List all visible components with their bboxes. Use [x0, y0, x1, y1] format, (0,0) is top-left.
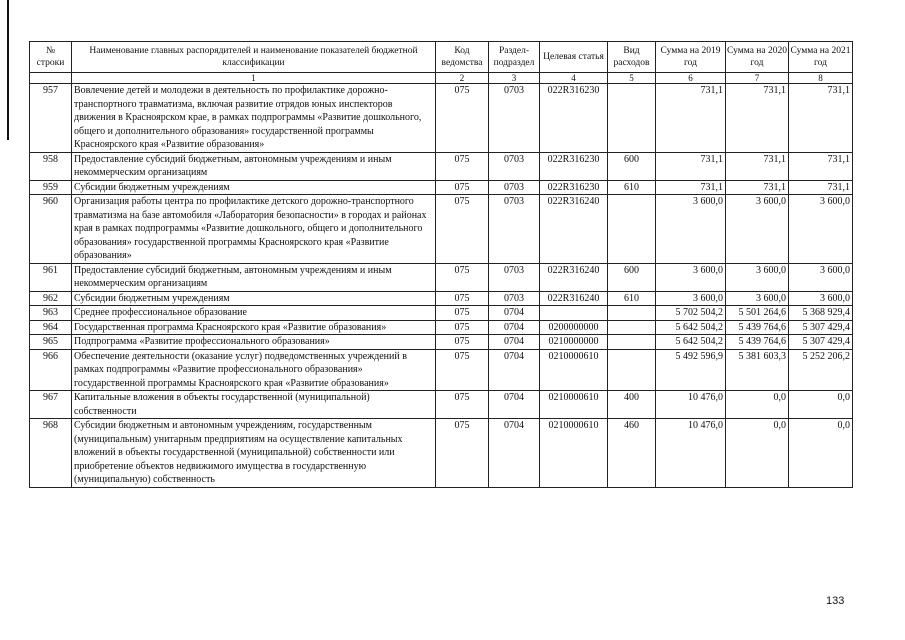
expense-type-cell	[608, 349, 656, 391]
amount-2019-cell: 5 702 504,2	[656, 306, 726, 321]
row-number: 963	[30, 306, 72, 321]
header-row-no: № строки	[30, 42, 72, 73]
row-number: 962	[30, 291, 72, 306]
dept-code-cell: 075	[436, 180, 489, 195]
amount-2019-cell: 10 476,0	[656, 391, 726, 419]
expense-type-cell: 610	[608, 291, 656, 306]
expense-type-cell: 610	[608, 180, 656, 195]
column-number: 6	[656, 73, 726, 84]
amount-2020-cell: 0,0	[726, 391, 789, 419]
row-number: 961	[30, 263, 72, 291]
dept-code-cell: 075	[436, 152, 489, 180]
table-row	[30, 306, 853, 321]
table-row	[30, 391, 853, 419]
column-number: 7	[726, 73, 789, 84]
section-cell: 0703	[489, 180, 540, 195]
amount-2021-cell: 3 600,0	[789, 291, 853, 306]
amount-2020-cell: 3 600,0	[726, 195, 789, 264]
row-number: 958	[30, 152, 72, 180]
amount-2021-cell: 731,1	[789, 180, 853, 195]
dept-code-cell: 075	[436, 419, 489, 488]
table-row	[30, 291, 853, 306]
table-row	[30, 152, 853, 180]
dept-code-cell: 075	[436, 263, 489, 291]
section-cell: 0703	[489, 84, 540, 153]
amount-2021-cell: 3 600,0	[789, 195, 853, 264]
row-number: 960	[30, 195, 72, 264]
amount-2020-cell: 731,1	[726, 180, 789, 195]
binding-line	[7, 0, 9, 140]
dept-code-cell: 075	[436, 349, 489, 391]
expense-type-cell	[608, 335, 656, 350]
row-name: Подпрограмма «Развитие профессионального образования»	[72, 335, 436, 350]
section-cell: 0703	[489, 152, 540, 180]
row-name: Капитальные вложения в объекты государственной (муниципальной) собственности	[72, 391, 436, 419]
amount-2021-cell: 0,0	[789, 391, 853, 419]
header-sum-2019: Сумма на 2019 год	[656, 42, 726, 73]
dept-code-cell: 075	[436, 320, 489, 335]
section-cell: 0704	[489, 419, 540, 488]
amount-2021-cell: 0,0	[789, 419, 853, 488]
target-article-cell: 022R316230	[540, 152, 608, 180]
dept-code-cell: 075	[436, 84, 489, 153]
target-article-cell: 0210000610	[540, 419, 608, 488]
row-number: 957	[30, 84, 72, 153]
amount-2021-cell: 3 600,0	[789, 263, 853, 291]
row-name: Субсидии бюджетным и автономным учреждениям, государственным (муниципальным) унитарным предприятиям на осуществление капитальных вложений в объекты государственной (муниципальной) собственности или приобретение объектов недвижимого имущества в государственную (муниципальную) собственность	[72, 419, 436, 488]
column-number: 3	[489, 73, 540, 84]
dept-code-cell: 075	[436, 335, 489, 350]
amount-2019-cell: 10 476,0	[656, 419, 726, 488]
section-cell: 0703	[489, 263, 540, 291]
table-row	[30, 195, 853, 264]
row-name: Организация работы центра по профилактике детского дорожно-транспортного травматизма на базе автомобиля «Лаборатория безопасности» в городах и районах края в рамках подпрограммы «Развитие дошкольного, общего и дополнительного образования» государственной программы Красноярского края «Развитие образования»	[72, 195, 436, 264]
row-name: Предоставление субсидий бюджетным, автономным учреждениям и иным некоммерческим организациям	[72, 263, 436, 291]
column-number-row	[30, 73, 853, 84]
row-number: 965	[30, 335, 72, 350]
section-cell: 0704	[489, 349, 540, 391]
row-name: Среднее профессиональное образование	[72, 306, 436, 321]
target-article-cell: 0210000610	[540, 391, 608, 419]
column-number	[30, 73, 72, 84]
target-article-cell: 0210000000	[540, 335, 608, 350]
expense-type-cell: 600	[608, 152, 656, 180]
target-article-cell: 022R316240	[540, 195, 608, 264]
expense-type-cell	[608, 320, 656, 335]
table-row	[30, 180, 853, 195]
target-article-cell: 022R316240	[540, 291, 608, 306]
header-name: Наименование главных распорядителей и наименование показателей бюджетной классификации	[72, 42, 436, 73]
table-row	[30, 320, 853, 335]
table-row	[30, 419, 853, 488]
amount-2021-cell: 5 252 206,2	[789, 349, 853, 391]
amount-2021-cell: 5 307 429,4	[789, 335, 853, 350]
amount-2019-cell: 3 600,0	[656, 263, 726, 291]
target-article-cell: 022R316230	[540, 84, 608, 153]
dept-code-cell: 075	[436, 195, 489, 264]
amount-2019-cell: 731,1	[656, 180, 726, 195]
section-cell: 0703	[489, 291, 540, 306]
row-name: Государственная программа Красноярского края «Развитие образования»	[72, 320, 436, 335]
amount-2020-cell: 3 600,0	[726, 291, 789, 306]
amount-2020-cell: 5 501 264,6	[726, 306, 789, 321]
header-row	[30, 42, 853, 73]
expense-type-cell: 400	[608, 391, 656, 419]
column-number: 5	[608, 73, 656, 84]
row-number: 968	[30, 419, 72, 488]
amount-2020-cell: 5 439 764,6	[726, 335, 789, 350]
expense-type-cell	[608, 195, 656, 264]
expense-type-cell	[608, 84, 656, 153]
amount-2020-cell: 5 381 603,3	[726, 349, 789, 391]
table-row	[30, 263, 853, 291]
row-number: 967	[30, 391, 72, 419]
table-body	[30, 84, 853, 488]
amount-2019-cell: 731,1	[656, 84, 726, 153]
amount-2019-cell: 731,1	[656, 152, 726, 180]
header-section: Раздел-подраздел	[489, 42, 540, 73]
section-cell: 0704	[489, 335, 540, 350]
section-cell: 0704	[489, 306, 540, 321]
header-target: Целевая статья	[540, 42, 608, 73]
expense-type-cell	[608, 306, 656, 321]
table-row	[30, 335, 853, 350]
row-name: Обеспечение деятельности (оказание услуг) подведомственных учреждений в рамках подпрограммы «Развитие профессионального образования» государственной программы Красноярского края «Развитие образования»	[72, 349, 436, 391]
row-name: Субсидии бюджетным учреждениям	[72, 180, 436, 195]
row-number: 964	[30, 320, 72, 335]
target-article-cell: 0210000610	[540, 349, 608, 391]
expense-type-cell: 460	[608, 419, 656, 488]
section-cell: 0704	[489, 320, 540, 335]
amount-2021-cell: 731,1	[789, 84, 853, 153]
column-number: 2	[436, 73, 489, 84]
target-article-cell: 0200000000	[540, 320, 608, 335]
amount-2020-cell: 731,1	[726, 152, 789, 180]
amount-2020-cell: 0,0	[726, 419, 789, 488]
page-number: 133	[826, 595, 845, 607]
budget-table	[29, 41, 853, 488]
amount-2021-cell: 731,1	[789, 152, 853, 180]
header-sum-2021: Сумма на 2021 год	[789, 42, 853, 73]
dept-code-cell: 075	[436, 306, 489, 321]
column-number: 8	[789, 73, 853, 84]
amount-2021-cell: 5 307 429,4	[789, 320, 853, 335]
amount-2019-cell: 5 642 504,2	[656, 335, 726, 350]
section-cell: 0703	[489, 195, 540, 264]
column-number: 4	[540, 73, 608, 84]
expense-type-cell: 600	[608, 263, 656, 291]
amount-2019-cell: 3 600,0	[656, 195, 726, 264]
section-cell: 0704	[489, 391, 540, 419]
row-name: Вовлечение детей и молодежи в деятельность по профилактике дорожно-транспортного травматизма, включая развитие отрядов юных инспекторов движения в Красноярском крае, в рамках подпрограммы «Развитие дошкольного, общего и дополнительного образования» государственной программы Красноярского края «Развитие образования»	[72, 84, 436, 153]
row-name: Субсидии бюджетным учреждениям	[72, 291, 436, 306]
dept-code-cell: 075	[436, 291, 489, 306]
table-row	[30, 84, 853, 153]
target-article-cell: 022R316230	[540, 180, 608, 195]
dept-code-cell: 075	[436, 391, 489, 419]
amount-2020-cell: 731,1	[726, 84, 789, 153]
column-number: 1	[72, 73, 436, 84]
row-number: 966	[30, 349, 72, 391]
amount-2019-cell: 5 492 596,9	[656, 349, 726, 391]
header-sum-2020: Сумма на 2020 год	[726, 42, 789, 73]
amount-2020-cell: 3 600,0	[726, 263, 789, 291]
amount-2019-cell: 3 600,0	[656, 291, 726, 306]
header-dept-code: Код ведомства	[436, 42, 489, 73]
header-exp-type: Вид расходов	[608, 42, 656, 73]
amount-2020-cell: 5 439 764,6	[726, 320, 789, 335]
target-article-cell: 022R316240	[540, 263, 608, 291]
target-article-cell	[540, 306, 608, 321]
row-number: 959	[30, 180, 72, 195]
row-name: Предоставление субсидий бюджетным, автономным учреждениям и иным некоммерческим организациям	[72, 152, 436, 180]
amount-2021-cell: 5 368 929,4	[789, 306, 853, 321]
amount-2019-cell: 5 642 504,2	[656, 320, 726, 335]
table-row	[30, 349, 853, 391]
